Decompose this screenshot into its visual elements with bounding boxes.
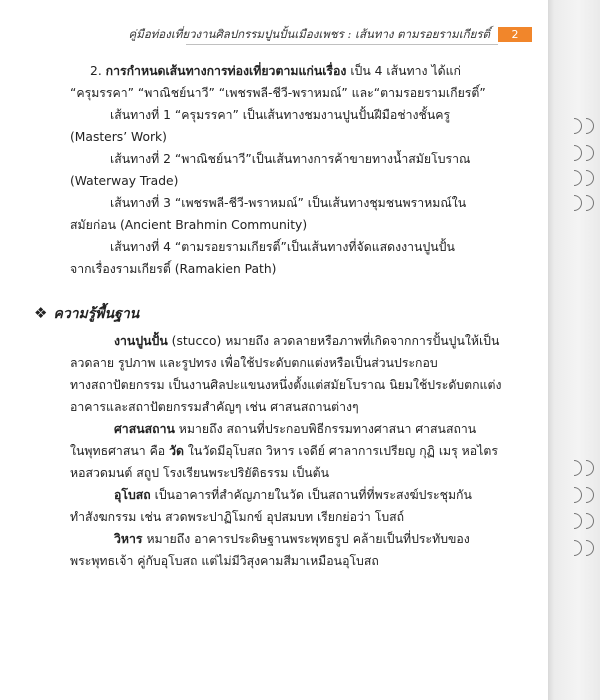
route-3-line1: เส้นทางที่ 3 “เพชรพลี-ชีวี-พราหมณ์” เป็นเส้นทางชุมชนพราหมณ์ใน xyxy=(110,196,467,210)
header-rule xyxy=(186,44,498,45)
route-1-line2: (Masters’ Work) xyxy=(70,130,167,144)
term-paragraph xyxy=(70,418,528,440)
term-definition: หมายถึง อาคารประดิษฐานพระพุทธรูป คล้ายเป็นที่ประทับของ xyxy=(142,532,470,546)
section-heading xyxy=(70,60,528,82)
term-paragraph xyxy=(70,484,528,506)
binder-ring xyxy=(586,170,594,186)
term-definition: (stucco) หมายถึง ลวดลายหรือภาพที่เกิดจากการปั้นปูนให้เป็น xyxy=(167,334,500,348)
term-label: ศาสนสถาน xyxy=(114,422,175,436)
term-label: อุโบสถ xyxy=(114,488,151,502)
header-title: คู่มือท่องเที่ยวงานศิลปกรรมปูนปั้นเมืองเพชร : เส้นทาง ตามรอยรามเกียรติ์ xyxy=(128,27,490,41)
definition-line: หอสวดมนต์ สถูป โรงเรียนพระปริยัติธรรม เป็นต้น xyxy=(70,466,330,480)
definition-line: ลวดลาย รูปภาพ และรูปทรง เพื่อใช้ประดับตกแต่งหรือเป็นส่วนประกอบ xyxy=(70,356,438,370)
diamond-bullet-icon: ❖ xyxy=(34,304,48,322)
binder-ring xyxy=(586,145,594,161)
section-heading-bold: การกำหนดเส้นทางการท่องเที่ยวตามแก่นเรื่อง xyxy=(105,64,347,78)
section-routes xyxy=(70,60,528,280)
binder-ring xyxy=(574,460,582,476)
binder-ring xyxy=(586,487,594,503)
definition-line: ทำสังฆกรรม เช่น สวดพระปาฏิโมกข์ อุปสมบท เรียกย่อว่า โบสถ์ xyxy=(70,510,405,524)
definition-line: อาคารและสถาปัตยกรรมสำคัญๆ เช่น ศาสนสถานต่างๆ xyxy=(70,400,359,414)
binder-rings xyxy=(560,0,600,700)
binder-ring xyxy=(574,118,582,134)
section-heading-rest: เป็น 4 เส้นทาง ได้แก่ xyxy=(346,64,461,78)
section-basics xyxy=(70,330,528,572)
binder-ring xyxy=(574,540,582,556)
binder-ring xyxy=(586,118,594,134)
binder-ring xyxy=(574,195,582,211)
binder-ring xyxy=(574,170,582,186)
page-header xyxy=(0,24,548,46)
definition-line: ทางสถาปัตยกรรม เป็นงานศิลปะแขนงหนึ่งตั้งแต่สมัยโบราณ นิยมใช้ประดับตกแต่ง xyxy=(70,378,502,392)
term-definition: เป็นอาคารที่สำคัญภายในวัด เป็นสถานที่ที่พระสงฆ์ประชุมกัน xyxy=(150,488,472,502)
binder-ring xyxy=(574,513,582,529)
definition-text: ในพุทธศาสนา คือ xyxy=(70,444,170,458)
section-heading-line2: “ครุมรรคา” “พาณิชย์นาวี” “เพชรพลี-ชีวี-พราหมณ์” และ“ตามรอยรามเกียรติ์” xyxy=(70,86,486,100)
definition-line: พระพุทธเจ้า คู่กับอุโบสถ แต่ไม่มีวิสุงคามสีมาเหมือนอุโบสถ xyxy=(70,554,379,568)
binder-ring xyxy=(586,540,594,556)
route-4-line2: จากเรื่องรามเกียรติ์ (Ramakien Path) xyxy=(70,262,277,276)
route-1-line1: เส้นทางที่ 1 “ครุมรรคา” เป็นเส้นทางชมงานปูนปั้นฝีมือช่างชั้นครู xyxy=(110,108,451,122)
term-inline-bold: วัด xyxy=(169,444,184,458)
binder-ring xyxy=(574,487,582,503)
binder-ring xyxy=(586,195,594,211)
route-3-line2: สมัยก่อน (Ancient Brahmin Community) xyxy=(70,218,308,232)
route-2-line1: เส้นทางที่ 2 “พาณิชย์นาวี”เป็นเส้นทางการค้าขายทางน้ำสมัยโบราณ xyxy=(110,152,471,166)
basics-heading xyxy=(34,302,139,325)
term-definition: หมายถึง สถานที่ประกอบพิธีกรรมทางศาสนา ศาสนสถาน xyxy=(174,422,477,436)
term-label: วิหาร xyxy=(114,532,143,546)
binder-ring xyxy=(574,145,582,161)
route-4-line1: เส้นทางที่ 4 “ตามรอยรามเกียรติ์”เป็นเส้นทางที่จัดแสดงงานปูนปั้น xyxy=(110,240,455,254)
section-number: 2. xyxy=(90,64,102,78)
term-label: งานปูนปั้น xyxy=(114,334,168,348)
term-paragraph xyxy=(70,330,528,352)
binder-ring xyxy=(586,513,594,529)
definition-text: ในวัดมีอุโบสถ วิหาร เจดีย์ ศาลาการเปรียญ กุฏิ เมรุ หอไตร xyxy=(184,444,498,458)
page-number-badge: 2 xyxy=(498,27,532,42)
binder-ring xyxy=(586,460,594,476)
basics-heading-text: ความรู้พื้นฐาน xyxy=(53,306,140,322)
term-paragraph xyxy=(70,528,528,550)
definition-line xyxy=(70,440,528,462)
route-2-line2: (Waterway Trade) xyxy=(70,174,179,188)
